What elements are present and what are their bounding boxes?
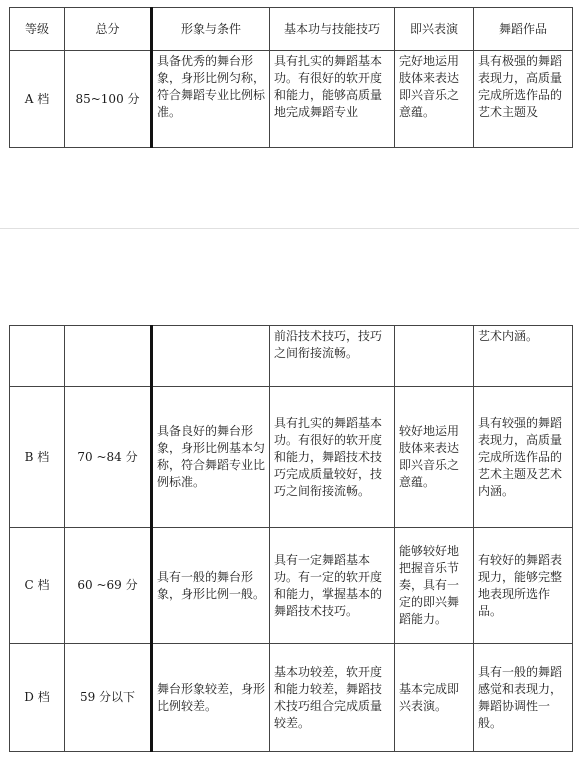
table-row xyxy=(10,644,573,752)
grade-cell: B 档 xyxy=(10,387,65,528)
table-row xyxy=(10,387,573,528)
grade-cell: A 档 xyxy=(10,51,65,148)
score-table-page-2 xyxy=(9,325,573,752)
page-break-divider xyxy=(0,228,579,229)
basic-cell: 前沿技术技巧，技巧之间衔接流畅。 xyxy=(270,326,395,387)
table-row xyxy=(10,51,573,148)
works-cell: 具有较强的舞蹈表现力，高质量完成所选作品的艺术主题及艺术内涵。 xyxy=(474,387,573,528)
basic-cell: 基本功较差，软开度和能力较差，舞蹈技术技巧组合完成质量较差。 xyxy=(270,644,395,752)
header-grade: 等级 xyxy=(10,8,65,51)
improv-cell: 较好地运用肢体来表达即兴音乐之意蕴。 xyxy=(395,387,474,528)
header-total: 总分 xyxy=(65,8,152,51)
table-header-row xyxy=(10,8,573,51)
image-cell: 具备优秀的舞台形象，身形比例匀称，符合舞蹈专业比例标准。 xyxy=(152,51,270,148)
header-improv: 即兴表演 xyxy=(395,8,474,51)
grade-cell: C 档 xyxy=(10,528,65,644)
basic-cell: 具有扎实的舞蹈基本功。有很好的软开度和能力，能够高质量地完成舞蹈专业 xyxy=(270,51,395,148)
image-cell: 舞台形象较差，身形比例较差。 xyxy=(152,644,270,752)
score-cell: 59 分以下 xyxy=(65,644,152,752)
header-basic: 基本功与技能技巧 xyxy=(270,8,395,51)
image-cell: 具备良好的舞台形象，身形比例基本匀称，符合舞蹈专业比例标准。 xyxy=(152,387,270,528)
header-works: 舞蹈作品 xyxy=(474,8,573,51)
score-cell-empty xyxy=(65,326,152,387)
works-cell: 艺术内涵。 xyxy=(474,326,573,387)
image-cell-empty xyxy=(152,326,270,387)
table-row-continued xyxy=(10,326,573,387)
works-cell: 具有一般的舞蹈感觉和表现力，舞蹈协调性一般。 xyxy=(474,644,573,752)
improv-cell-empty xyxy=(395,326,474,387)
score-cell: 85~100 分 xyxy=(65,51,152,148)
basic-cell: 具有扎实的舞蹈基本功。有很好的软开度和能力，舞蹈技术技巧完成质量较好，技巧之间衔接流畅。 xyxy=(270,387,395,528)
works-cell: 有较好的舞蹈表现力，能够完整地表现所选作品。 xyxy=(474,528,573,644)
works-cell: 具有极强的舞蹈表现力，高质量完成所选作品的艺术主题及 xyxy=(474,51,573,148)
header-image: 形象与条件 xyxy=(152,8,270,51)
score-cell: 70 ~84 分 xyxy=(65,387,152,528)
score-table-page-1 xyxy=(9,7,573,148)
improv-cell: 能够较好地把握音乐节奏，具有一定的即兴舞蹈能力。 xyxy=(395,528,474,644)
grade-cell: D 档 xyxy=(10,644,65,752)
improv-cell: 完好地运用肢体来表达即兴音乐之意蕴。 xyxy=(395,51,474,148)
score-cell: 60 ~69 分 xyxy=(65,528,152,644)
basic-cell: 具有一定舞蹈基本功。有一定的软开度和能力，掌握基本的舞蹈技术技巧。 xyxy=(270,528,395,644)
image-cell: 具有一般的舞台形象，身形比例一般。 xyxy=(152,528,270,644)
improv-cell: 基本完成即兴表演。 xyxy=(395,644,474,752)
grade-cell-empty xyxy=(10,326,65,387)
table-row xyxy=(10,528,573,644)
